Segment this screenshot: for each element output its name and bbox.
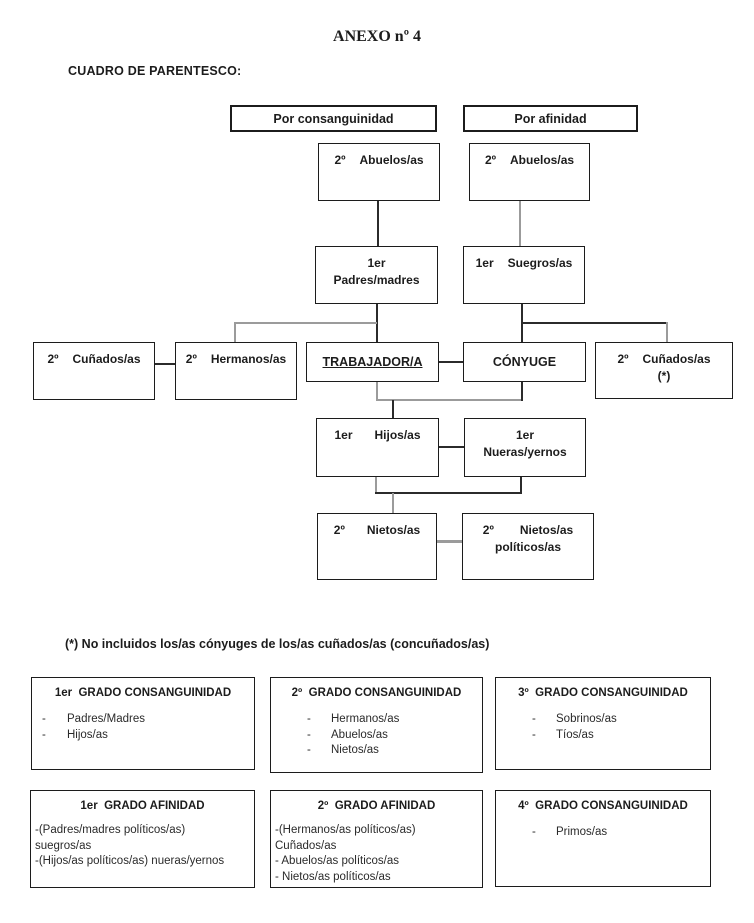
grado-box-3o-consanguinidad: [495, 677, 711, 770]
grado-prefix: 2º: [185, 352, 197, 366]
box-label: Abuelos/as: [359, 153, 424, 167]
grado-prefix: 2º: [617, 352, 629, 366]
connector-line: [375, 492, 522, 494]
grado-prefix: 2º: [47, 352, 59, 366]
box-suegros: [463, 246, 585, 304]
page-title: ANEXO nº 4: [333, 28, 421, 45]
connector-line: [519, 201, 521, 246]
connector-line: [521, 382, 523, 401]
box-nueras-yernos: [464, 418, 586, 477]
connector-line: [521, 322, 668, 324]
grado-item: -(Padres/madres políticos/as): [35, 824, 186, 836]
grado-item: - Hijos/as: [32, 728, 254, 744]
box-conyuge: [463, 342, 586, 382]
grado-items: [496, 825, 710, 841]
connector-line: [392, 493, 394, 513]
grado-item: - Tíos/as: [496, 728, 710, 744]
box-abuelos-afinidad: [469, 143, 590, 201]
grado-box-2o-afinidad: [270, 790, 483, 888]
grado-item: - Nietos/as políticos/as: [275, 870, 391, 883]
grado-prefix: 2º: [484, 153, 497, 167]
box-hijos: [316, 418, 439, 477]
connector-line: [437, 540, 462, 543]
grado-title: 2º GRADO AFINIDAD: [317, 800, 436, 812]
box-label: Nietos/as: [519, 523, 574, 537]
header-label: Por consanguinidad: [273, 111, 394, 126]
grado-title: 3º GRADO CONSANGUINIDAD: [518, 687, 688, 699]
grado-box-2o-consanguinidad: [270, 677, 483, 773]
box-label: Padres/madres: [333, 273, 420, 287]
header-por-consanguinidad: [230, 105, 437, 132]
connector-line: [439, 446, 464, 448]
connector-line: [234, 322, 236, 342]
connector-line: [392, 400, 394, 418]
grado-box-1er-consanguinidad: [31, 677, 255, 770]
section-heading: CUADRO DE PARENTESCO:: [68, 64, 242, 78]
connector-line: [666, 322, 668, 342]
box-label: Abuelos/as: [510, 153, 575, 167]
grado-title: 4º GRADO CONSANGUINIDAD: [518, 800, 688, 812]
box-label: CÓNYUGE: [492, 355, 557, 369]
grado-items: [271, 823, 482, 885]
grado-item: -(Hermanos/as políticos/as): [275, 824, 416, 836]
box-label: Nueras/yernos: [483, 445, 567, 459]
grado-item: -(Hijos/as políticos/as) nueras/yernos: [35, 855, 225, 867]
box-padres-madres: [315, 246, 438, 304]
connector-line: [439, 361, 463, 363]
grado-prefix: 1er: [367, 256, 386, 270]
grado-item: - Abuelos/as: [271, 728, 482, 744]
box-label: Suegros/as: [507, 256, 573, 270]
box-label: Nietos/as: [366, 523, 421, 537]
box-label-line2: políticos/as: [494, 540, 562, 554]
grado-title: 1er GRADO AFINIDAD: [80, 800, 205, 812]
grado-items: [496, 712, 710, 743]
grado-item: - Nietos/as: [271, 743, 482, 759]
grado-prefix: 2º: [334, 153, 346, 167]
box-label: Cuñados/as: [72, 352, 141, 366]
grado-box-1er-afinidad: [30, 790, 255, 888]
grado-item: suegros/as: [35, 839, 92, 852]
connector-line: [155, 363, 175, 365]
box-label: Hermanos/as: [210, 352, 287, 366]
box-label: Hijos/as: [374, 428, 421, 442]
box-trabajador: [306, 342, 439, 382]
box-hermanos: [175, 342, 297, 400]
grado-prefix: 1er: [334, 428, 353, 442]
box-nietos-politicos: [462, 513, 594, 580]
box-cunados-izquierda: [33, 342, 155, 400]
connector-line: [376, 399, 523, 401]
box-label: TRABAJADOR/A: [322, 355, 423, 369]
grado-title: 2º GRADO CONSANGUINIDAD: [291, 687, 462, 699]
header-por-afinidad: [463, 105, 638, 132]
grado-items: [31, 823, 254, 870]
grado-title: 1er GRADO CONSANGUINIDAD: [54, 687, 232, 699]
header-label: Por afinidad: [514, 111, 587, 126]
grado-item: - Hermanos/as: [271, 712, 482, 728]
grado-prefix: 2º: [482, 523, 494, 537]
box-label: Cuñados/as: [642, 352, 711, 366]
grado-prefix: 1er: [475, 256, 494, 270]
grado-item: - Sobrinos/as: [496, 712, 710, 728]
box-cunados-derecha: [595, 342, 733, 399]
grado-item: - Abuelos/as políticos/as: [275, 855, 400, 867]
grado-prefix: 2º: [333, 523, 345, 537]
grado-item: Cuñados/as: [275, 839, 337, 852]
grado-box-4o-consanguinidad: [495, 790, 711, 887]
connector-line: [377, 201, 379, 246]
grado-items: [271, 712, 482, 759]
grado-item: - Padres/Madres: [32, 712, 254, 728]
asterisk-note: (*): [657, 369, 671, 383]
grado-prefix: 1er: [515, 428, 535, 442]
asterisk-footnote: (*) No incluidos los/as cónyuges de los/as cuñados/as (concuñados/as): [65, 637, 490, 651]
box-nietos: [317, 513, 437, 580]
connector-line: [234, 322, 377, 324]
grado-items: [32, 712, 254, 743]
box-abuelos-consanguinidad: [318, 143, 440, 201]
grado-item: - Primos/as: [496, 825, 710, 841]
